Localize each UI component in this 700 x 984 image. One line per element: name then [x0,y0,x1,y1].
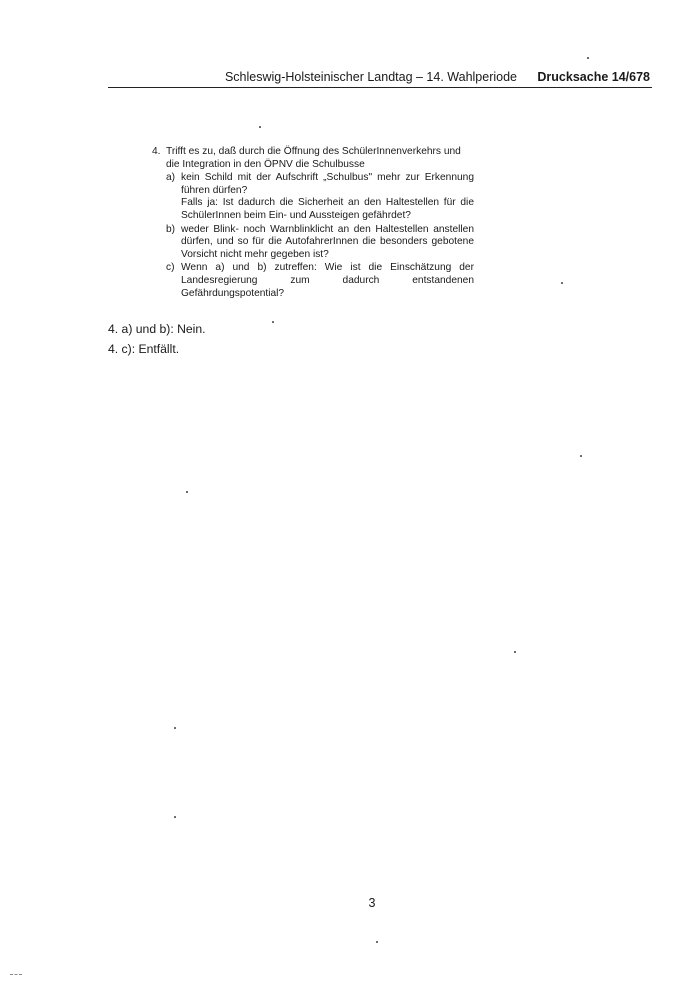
question-item-a [166,172,474,222]
item-label: b) [166,223,176,235]
item-text: weder Blink- noch Warnblinklicht an den Haltestellen anstellen dürfen, und so für die AutofahrerInnen die besonders gebotene Vorsicht nicht mehr gegeben ist? [181,223,474,260]
scan-speck [272,321,274,323]
scan-speck [186,491,188,493]
scan-speck [174,816,176,818]
question-sublist [152,172,474,300]
question-text: Trifft es zu, daß durch die Öffnung des SchülerInnenverkehrs und die Integration in den ÖPNV die Schulbusse [166,146,461,170]
answer-line: 4. c): Entfällt. [108,342,180,356]
answers-block [108,319,206,359]
item-body [181,172,474,222]
scan-speck [174,727,176,729]
answer-line: 4. a) und b): Nein. [108,322,206,336]
scan-mark [10,974,22,975]
question-item-b [166,224,474,262]
header-title: Schleswig-Holsteinischer Landtag – 14. Wahlperiode [224,70,517,84]
question-intro [152,146,474,171]
question-item-c [166,262,474,300]
item-label: a) [166,172,176,184]
page-number: 3 [368,896,376,910]
scan-speck [376,941,378,943]
scan-speck [259,126,261,128]
item-body [181,262,474,300]
item-text: Wenn a) und b) zutreffen: Wie ist die Einschätzung der Landesregierung zum dadurch entstandenen Gefährdungspotential? [181,262,474,299]
question-block [152,146,474,301]
item-text: kein Schild mit der Aufschrift „Schulbus" mehr zur Erkennung führen dürfen? [181,172,474,196]
page-header [108,70,650,88]
scan-speck [514,651,516,653]
item-followup: Falls ja: Ist dadurch die Sicherheit an den Haltestellen für die SchülerInnen beim Ein- und Aussteigen gefährdet? [181,197,474,221]
item-label: c) [166,262,175,274]
item-body [181,224,474,262]
document-number: Drucksache 14/678 [537,70,650,84]
scan-speck [580,455,582,457]
scan-speck [587,57,589,59]
question-number: 4. [152,146,161,157]
header-divider [108,87,652,88]
scan-speck [561,282,563,284]
